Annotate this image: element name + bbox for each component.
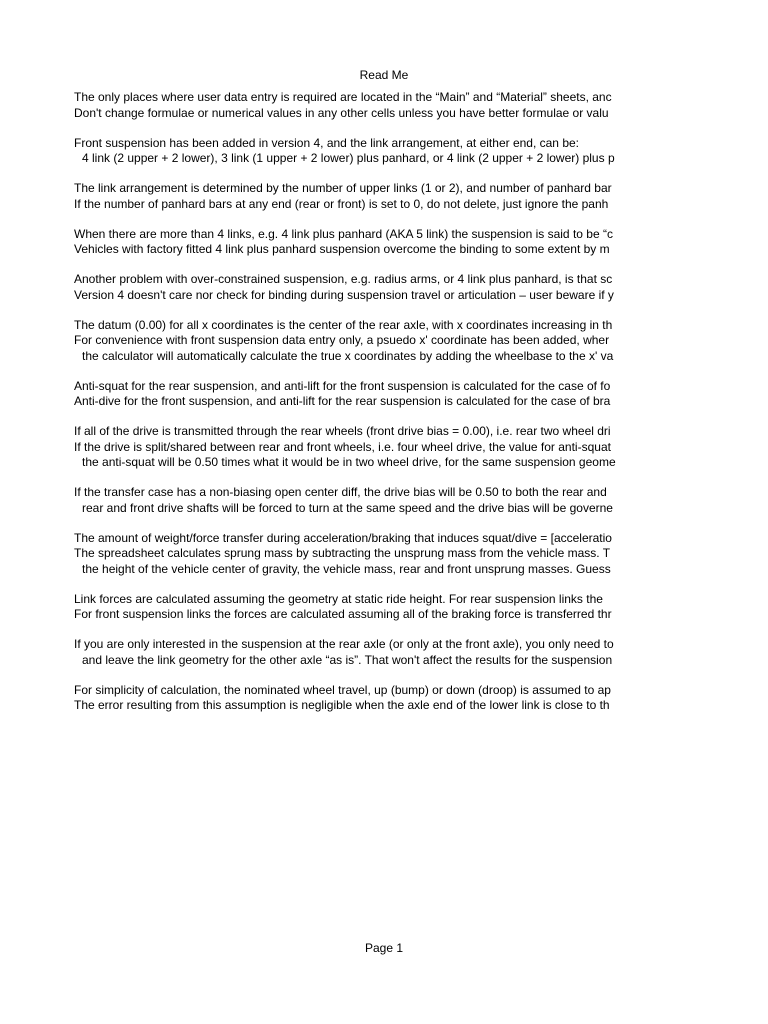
text-line: Don't change formulae or numerical values in any other cells unless you have better formulae or valu: [74, 105, 609, 120]
text-line: The spreadsheet calculates sprung mass by subtracting the unsprung mass from the vehicle mass. T: [74, 546, 611, 560]
paragraph: [74, 272, 768, 303]
text-line: the anti-squat will be 0.50 times what it would be in two wheel drive, for the same suspension geome: [82, 455, 616, 469]
text-line: If all of the drive is transmitted through the rear wheels (front drive bias = 0.00), i.e. rear two wheel dri: [74, 424, 611, 438]
text-line: For simplicity of calculation, the nominated wheel travel, up (bump) or down (droop) is assumed to ap: [74, 682, 611, 697]
text-line: The only places where user data entry is required are located in the “Main” and “Material” sheets, anc: [74, 90, 612, 104]
text-line: If you are only interested in the suspension at the rear axle (or only at the front axle), you only need to: [74, 637, 614, 651]
text-line: Version 4 doesn't care nor check for binding during suspension travel or articulation – user beware if y: [74, 287, 614, 302]
document-body: [74, 90, 768, 728]
text-line: rear and front drive shafts will be forced to turn at the same speed and the drive bias will be governe: [82, 500, 613, 515]
text-line: 4 link (2 upper + 2 lower), 3 link (1 upper + 2 lower) plus panhard, or 4 link (2 upper + 2 lower) plus p: [82, 151, 615, 165]
paragraph: [74, 136, 768, 167]
text-line: the height of the vehicle center of gravity, the vehicle mass, rear and front unsprung masses. Guess: [82, 561, 611, 576]
paragraph: [74, 90, 768, 121]
text-line: The link arrangement is determined by the number of upper links (1 or 2), and number of panhard bar: [74, 181, 612, 195]
text-line: Vehicles with factory fitted 4 link plus panhard suspension overcome the binding to some extent by m: [74, 242, 610, 256]
paragraph: [74, 181, 768, 212]
paragraph: [74, 227, 768, 258]
page-title: Read Me: [359, 68, 409, 82]
paragraph: [74, 531, 768, 578]
text-line: The datum (0.00) for all x coordinates is the center of the rear axle, with x coordinates increasing in th: [74, 317, 613, 332]
text-line: Link forces are calculated assuming the geometry at static ride height. For rear suspension links the: [74, 591, 603, 606]
text-line: Anti-squat for the rear suspension, and anti-lift for the front suspension is calculated for the case of fo: [74, 378, 611, 393]
text-line: Front suspension has been added in version 4, and the link arrangement, at either end, can be:: [74, 135, 579, 150]
paragraph: [74, 379, 768, 410]
text-line: If the number of panhard bars at any end (rear or front) is set to 0, do not delete, just ignore the panh: [74, 196, 609, 211]
text-line: If the transfer case has a non-biasing open center diff, the drive bias will be 0.50 to both the rear and: [74, 485, 607, 499]
text-line: Anti-dive for the front suspension, and anti-lift for the rear suspension is calculated for the case of bra: [74, 394, 611, 408]
paragraph: [74, 683, 768, 714]
paragraph: [74, 318, 768, 365]
text-line: and leave the link geometry for the other axle “as is”. That won't affect the results for the suspension: [82, 652, 613, 667]
text-line: The amount of weight/force transfer during acceleration/braking that induces squat/dive = [acceleratio: [74, 530, 612, 545]
paragraph: [74, 592, 768, 623]
text-line: Another problem with over-constrained suspension, e.g. radius arms, or 4 link plus panhard, is that sc: [74, 272, 613, 286]
text-line: For convenience with front suspension data entry only, a psuedo x' coordinate has been added, wher: [74, 333, 610, 347]
text-line: When there are more than 4 links, e.g. 4 link plus panhard (AKA 5 link) the suspension is said to be “c: [74, 226, 613, 241]
page-footer: Page 1: [364, 941, 404, 955]
paragraph: [74, 485, 768, 516]
paragraph: [74, 637, 768, 668]
text-line: If the drive is split/shared between rear and front wheels, i.e. four wheel drive, the value for anti-squat: [74, 439, 611, 454]
text-line: The error resulting from this assumption is negligible when the axle end of the lower link is close to th: [74, 698, 610, 712]
text-line: the calculator will automatically calculate the true x coordinates by adding the wheelbase to the x' va: [82, 348, 614, 363]
paragraph: [74, 424, 768, 471]
text-line: For front suspension links the forces are calculated assuming all of the braking force is transferred thr: [74, 607, 612, 621]
